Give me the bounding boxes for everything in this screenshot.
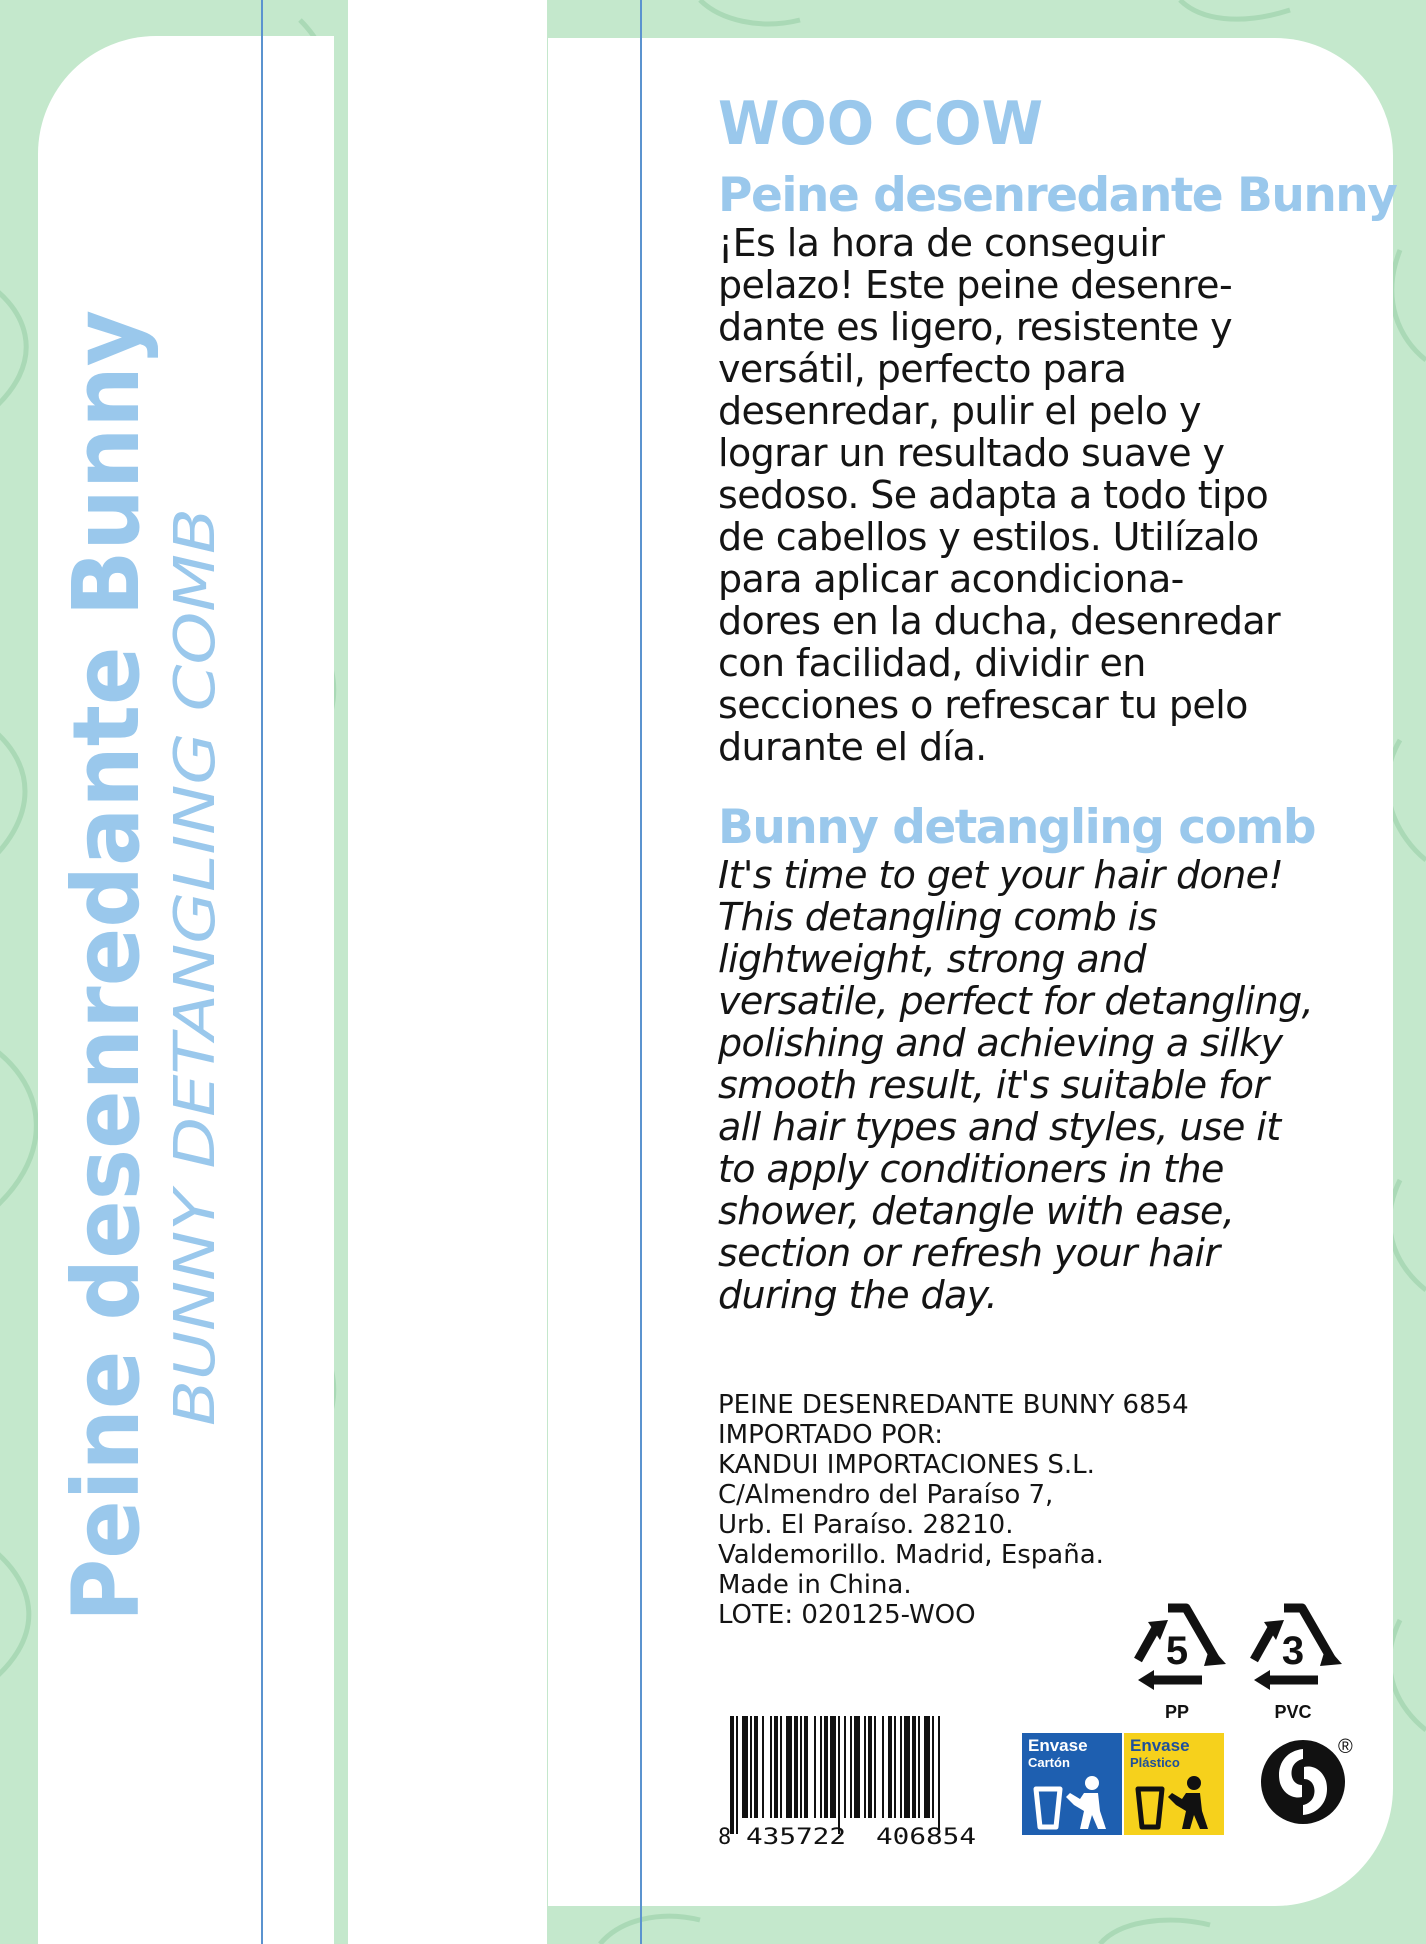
registered-mark: ® (1338, 1736, 1353, 1758)
barcode-bar (854, 1716, 860, 1818)
barcode-bar (736, 1716, 738, 1834)
barcode-bar (762, 1716, 764, 1818)
barcode-bar (770, 1716, 772, 1818)
barcode-bar (868, 1716, 872, 1818)
badge-plastico-line2: Plástico (1130, 1755, 1180, 1770)
badge-envase-carton (1022, 1733, 1122, 1835)
barcode-bar (912, 1716, 916, 1818)
recycle-pvc-number: 3 (1281, 1629, 1305, 1673)
barcode-first-digit: 8 (718, 1825, 732, 1846)
barcode-bar (904, 1716, 910, 1818)
barcode-bar (918, 1716, 920, 1818)
importer-info: PEINE DESENREDANTE BUNNY 6854 IMPORTADO POR: KANDUI IMPORTACIONES S.L. C/Almendro del Paraíso 7, Urb. El Paraíso. 28210. Valdemorillo. Madrid, España. Made in China. LOTE: 020125-WOO (718, 1390, 1189, 1630)
barcode-bar (900, 1716, 902, 1818)
barcode-bar (800, 1716, 802, 1818)
spine-strip (348, 0, 547, 1944)
barcode-group-2: 406854 (876, 1825, 976, 1846)
side-subtitle: BUNNY DETANGLING COMB (163, 658, 228, 1426)
recycle-bin-person-icon (1030, 1775, 1116, 1831)
recycle-pvc (1240, 1594, 1346, 1723)
badge-plastico-line1: Envase (1130, 1736, 1190, 1755)
barcode-bar (774, 1716, 778, 1818)
barcode-bar (844, 1716, 846, 1818)
english-heading: Bunny detangling comb (718, 800, 1315, 855)
recycle-pp-label: PP (1164, 1702, 1189, 1722)
brand-logo (718, 90, 1048, 156)
barcode-bar (932, 1716, 934, 1818)
badge-carton-line1: Envase (1028, 1736, 1088, 1755)
barcode-group-1: 435722 (746, 1825, 846, 1846)
barcode-bar (804, 1716, 808, 1818)
badge-envase-plastico (1124, 1733, 1224, 1835)
recycle-triangle-icon (1240, 1594, 1346, 1694)
barcode-bar (864, 1716, 866, 1818)
barcode-bar (780, 1716, 782, 1818)
recycle-pvc-label: PVC (1274, 1702, 1312, 1722)
spanish-heading: Peine desenredante Bunny (718, 168, 1397, 223)
barcode-bar (750, 1716, 752, 1818)
recycle-triangle-icon (1124, 1594, 1230, 1694)
main-content (718, 90, 1397, 1317)
recycle-bin-person-icon (1132, 1775, 1218, 1831)
barcode-bar (888, 1716, 892, 1818)
barcode-bar (874, 1716, 876, 1818)
recycle-pp (1124, 1594, 1230, 1723)
barcode-bar (786, 1716, 792, 1818)
side-flap-panel (38, 36, 334, 1944)
recycle-pp-number: 5 (1165, 1629, 1189, 1673)
barcode-bars (730, 1716, 940, 1834)
barcode-bar (938, 1716, 940, 1834)
barcode-bar (794, 1716, 798, 1818)
barcode-bar (882, 1716, 884, 1818)
fold-line-right (640, 0, 642, 1944)
spanish-description: ¡Es la hora de conseguir pelazo! Este peine desenre- dante es ligero, resistente y versátil, perfecto para desenredar, pulir el pelo y lograr un resultado suave y sedoso. Se adapta a todo tipo de cabellos y estilos. Utilízalo para aplicar acondiciona- dores en la ducha, desenredar con facilidad, dividir en secciones o refrescar tu pelo durante el día. (718, 221, 1281, 769)
green-dot-icon (1258, 1737, 1348, 1827)
barcode-bar (924, 1716, 930, 1818)
barcode-bar (894, 1716, 896, 1818)
barcode-bar (824, 1716, 828, 1818)
barcode-bar (838, 1716, 840, 1834)
fold-line-left (261, 0, 263, 1944)
barcode (716, 1716, 1000, 1846)
barcode-bar (814, 1716, 816, 1818)
barcode-bar (754, 1716, 758, 1818)
barcode-bar (742, 1716, 748, 1818)
side-title: Peine desenredante Bunny (53, 223, 160, 1622)
badge-carton-line2: Cartón (1028, 1755, 1070, 1770)
barcode-bar (830, 1716, 836, 1818)
brand-logo-text: WOO COW (718, 90, 1043, 156)
barcode-bar (850, 1716, 852, 1818)
barcode-bar (730, 1716, 734, 1834)
english-description: It's time to get your hair done! This detangling comb is lightweight, strong and versatile, perfect for detangling, polishing and achieving a silky smooth result, it's suitable for all hair types and styles, use it to apply conditioners in the shower, detangle with ease, section or refresh your hair during the day. (718, 853, 1314, 1317)
barcode-bar (820, 1716, 822, 1818)
